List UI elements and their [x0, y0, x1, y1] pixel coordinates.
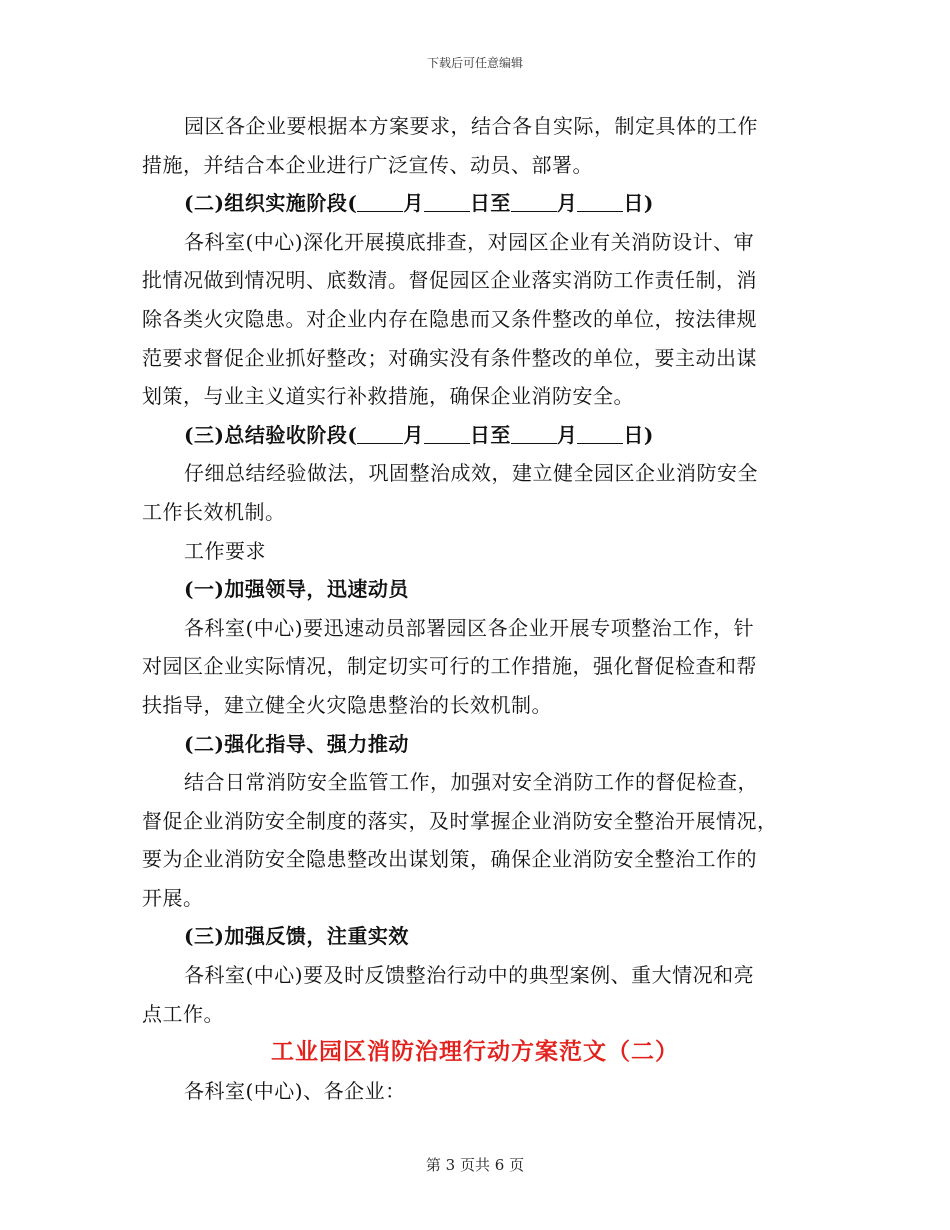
fill-blank	[424, 191, 470, 212]
fill-blank	[424, 423, 470, 444]
fill-blank	[357, 423, 403, 444]
heading-text: 日)	[623, 191, 654, 216]
fill-blank	[577, 423, 623, 444]
section-heading-req-2: (二)强化指导、强力推动	[184, 731, 409, 756]
paragraph-line: 工作长效机制。	[142, 499, 286, 524]
document-title: 工业园区消防治理行动方案范文（二）	[271, 1038, 679, 1066]
paragraph-line: 仔细总结经验做法，巩固整治成效，建立健全园区企业消防安全	[184, 461, 758, 486]
heading-text: (三)总结验收阶段(	[184, 422, 358, 447]
paragraph-line: 扶指导，建立健全火灾隐患整治的长效机制。	[142, 692, 552, 717]
heading-text: 日至	[469, 422, 511, 447]
paragraph-line: 开展。	[142, 885, 204, 910]
page-number-footer: 第 3 页共 6 页	[425, 1156, 525, 1174]
section-heading-req-3: (三)加强反馈，注重实效	[184, 924, 409, 949]
paragraph-line: 各科室(中心)深化开展摸底排查，对园区企业有关消防设计、审	[184, 229, 755, 254]
document-body	[142, 111, 808, 1114]
fill-blank	[511, 423, 557, 444]
heading-text: 月	[403, 191, 424, 216]
heading-text: 月	[403, 422, 424, 447]
paragraph-line: 措施，并结合本企业进行广泛宣传、动员、部署。	[142, 152, 593, 177]
paragraph-line: 划策，与业主义道实行补救措施，确保企业消防安全。	[142, 384, 634, 409]
heading-text: 月	[556, 422, 578, 447]
heading-text: (二)组织实施阶段(	[184, 191, 358, 216]
work-requirements-heading: 工作要求	[184, 538, 266, 563]
paragraph-line: 对园区企业实际情况，制定切实可行的工作措施，强化督促检查和帮	[142, 654, 757, 679]
fill-blank	[577, 191, 623, 212]
section-heading-stage-3	[142, 420, 808, 450]
paragraph-line: 各科室(中心)要迅速动员部署园区各企业开展专项整治工作，针	[184, 615, 755, 640]
fill-blank	[357, 191, 403, 212]
paragraph-line: 除各类火灾隐患。对企业内存在隐患而又条件整改的单位，按法律规	[142, 306, 757, 331]
page-header-note: 下载后可任意编辑	[426, 56, 523, 70]
heading-text: 日)	[623, 422, 654, 447]
paragraph-line: 各科室(中心)要及时反馈整治行动中的典型案例、重大情况和亮	[184, 963, 755, 988]
paragraph-line: 结合日常消防安全监管工作，加强对安全消防工作的督促检查，	[184, 770, 758, 795]
fill-blank	[511, 191, 557, 212]
section-heading-stage-2	[142, 188, 808, 218]
paragraph-line: 点工作。	[142, 1001, 224, 1026]
section-heading-req-1: (一)加强领导，迅速动员	[184, 577, 409, 602]
paragraph-line: 园区各企业要根据本方案要求，结合各自实际，制定具体的工作	[184, 114, 758, 138]
paragraph-line: 督促企业消防安全制度的落实，及时掌握企业消防安全整治开展情况，	[142, 808, 778, 833]
paragraph-line: 批情况做到情况明、底数清。督促园区企业落实消防工作责任制，消	[142, 268, 757, 293]
heading-text: 月	[556, 191, 578, 216]
paragraph-line: 要为企业消防安全隐患整改出谋划策，确保企业消防安全整治工作的	[142, 847, 757, 872]
paragraph-line: 范要求督促企业抓好整改；对确实没有条件整改的单位，要主动出谋	[142, 345, 757, 370]
salutation: 各科室(中心)、各企业：	[184, 1078, 406, 1103]
heading-text: 日至	[469, 191, 511, 216]
